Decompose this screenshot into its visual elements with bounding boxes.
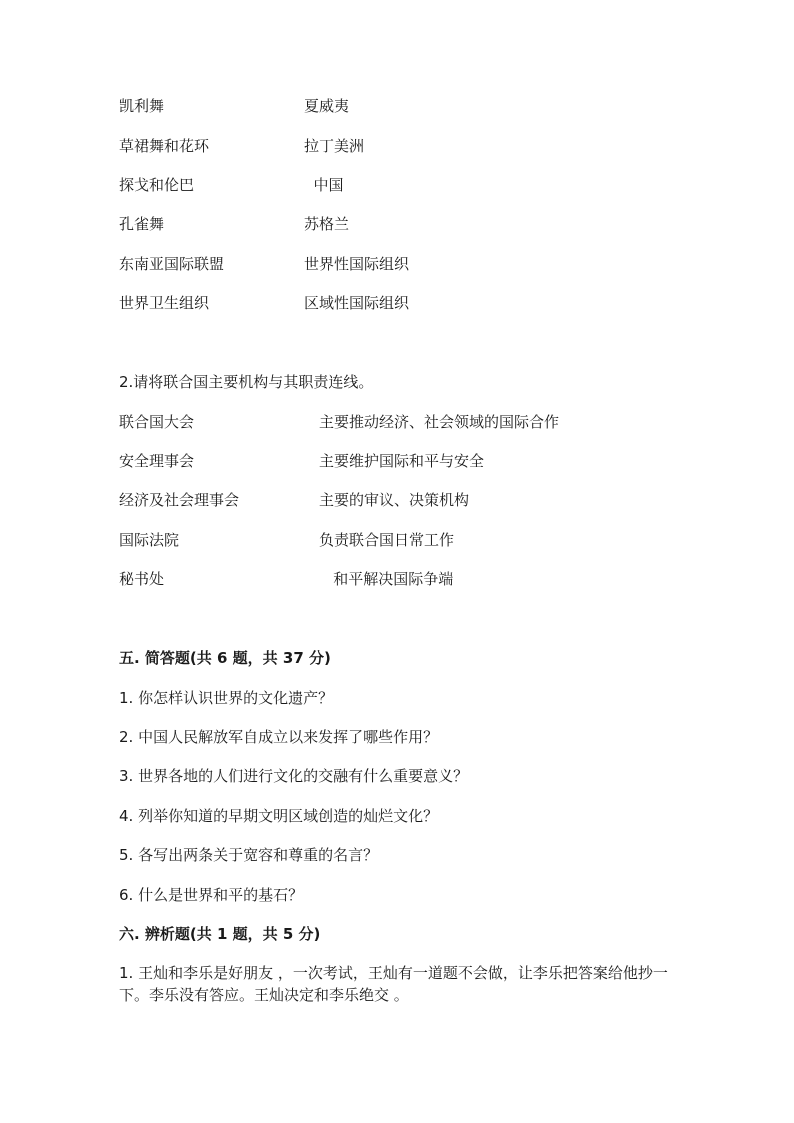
match-right: 苏格兰 [304,215,350,233]
section-heading: 六. 辨析题(共 1 题，共 5 分) [119,925,321,943]
match-left: 秘书处 [119,570,165,588]
match-right: 主要的审议、决策机构 [319,491,470,509]
match-row [119,568,719,590]
section-heading: 五. 简答题(共 6 题，共 37 分) [119,649,331,667]
match-left: 草裙舞和花环 [119,137,210,155]
match-row [119,213,719,235]
match-right: 夏威夷 [304,97,350,115]
match-right: 和平解决国际争端 [319,570,454,588]
match-right: 主要维护国际和平与安全 [319,452,485,470]
short-answer-question: 6. 什么是世界和平的基石？ [119,886,304,904]
match-left: 世界卫生组织 [119,294,210,312]
match-row [119,95,719,117]
short-answer-question: 4. 列举你知道的早期文明区域创造的灿烂文化？ [119,807,439,825]
match-row [119,489,719,511]
match-right: 区域性国际组织 [304,294,410,312]
short-answer-question: 2. 中国人民解放军自成立以来发挥了哪些作用？ [119,728,439,746]
match-left: 联合国大会 [119,413,195,431]
match-left: 国际法院 [119,531,180,549]
match-left: 孔雀舞 [119,215,165,233]
match-row [119,174,719,196]
match-row [119,450,719,472]
short-answer-question: 1. 你怎样认识世界的文化遗产？ [119,689,334,707]
match-row [119,529,719,551]
short-answer-question: 5. 各写出两条关于宽容和尊重的名言？ [119,846,379,864]
match-right: 负责联合国日常工作 [319,531,455,549]
match-left: 东南亚国际联盟 [119,255,225,273]
match-row [119,253,719,275]
match-right: 主要推动经济、社会领域的国际合作 [319,413,560,431]
match-left: 经济及社会理事会 [119,491,240,509]
match-left: 探戈和伦巴 [119,176,195,194]
match-right: 世界性国际组织 [304,255,410,273]
match-row [119,411,719,433]
short-answer-question: 3. 世界各地的人们进行文化的交融有什么重要意义？ [119,767,469,785]
question-title: 2.请将联合国主要机构与其职责连线。 [119,373,374,391]
analysis-question: 1. 王灿和李乐是好朋友 ，一次考试，王灿有一道题不会做，让李乐把答案给他抄一下。李乐没有答应。王灿决定和李乐绝交 。 [119,964,668,1004]
match-row [119,292,719,314]
match-right: 拉丁美洲 [304,137,365,155]
match-row [119,135,719,157]
match-left: 安全理事会 [119,452,195,470]
match-left: 凯利舞 [119,97,165,115]
match-right: 中国 [304,176,344,194]
